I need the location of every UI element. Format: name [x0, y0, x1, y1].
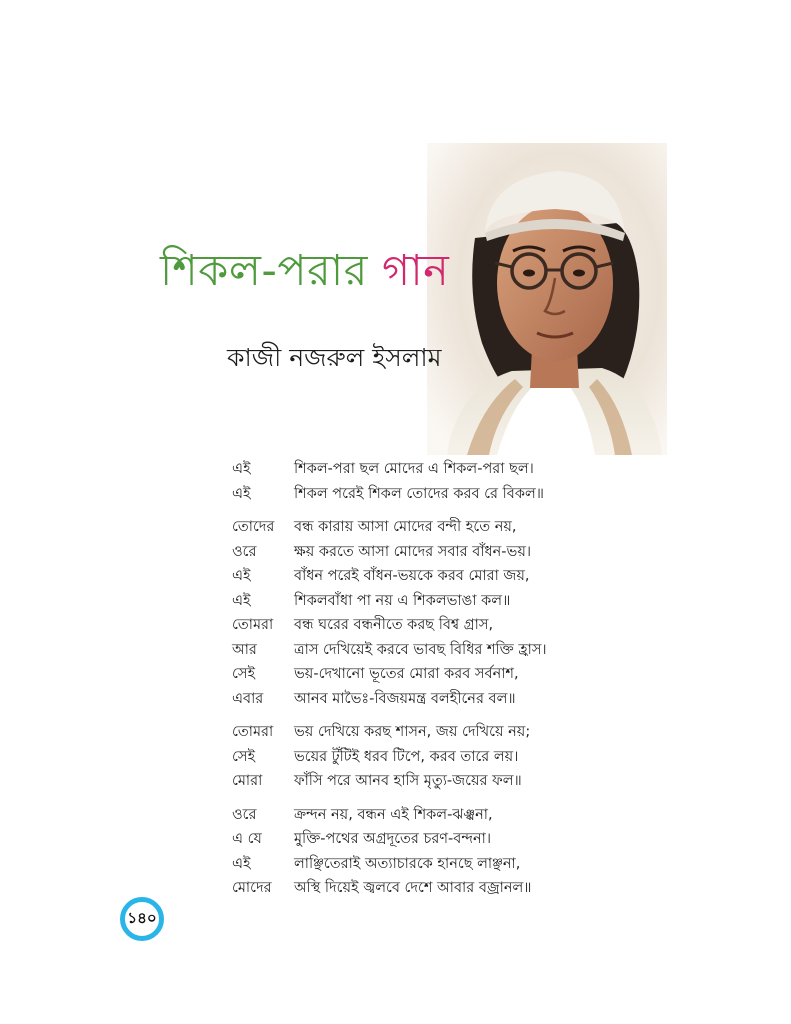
poem-line-text: মুক্তি-পথের অগ্রদূতের চরণ-বন্দনা।: [294, 831, 492, 847]
poet-portrait: [427, 143, 667, 455]
poem-title: [160, 246, 450, 296]
poem-line-lead: ওরে: [232, 806, 257, 823]
page-number: [120, 897, 164, 941]
poem-line-lead: এই: [232, 461, 251, 477]
poem-stanza: [232, 457, 652, 506]
poem-line-lead: সেই: [232, 748, 256, 765]
poem-line-lead: সেই: [232, 666, 256, 682]
poem-line-lead: আর: [232, 641, 257, 658]
poem-line-lead: এবার: [232, 690, 264, 707]
poem-line: [232, 457, 652, 482]
poem-title-part1: শিকল-পরার: [160, 246, 383, 296]
poem-line: [232, 687, 652, 712]
poem-line: [232, 638, 652, 663]
poem-line-text: শিকল-পরা ছল মোদের এ শিকল-পরা ছল।: [294, 461, 534, 477]
poem-line: [232, 745, 652, 770]
poem-line: [232, 827, 652, 852]
poem-line: [232, 769, 652, 794]
poem-line-text: বন্ধ কারায় আসা মোদের বন্দী হতে নয়,: [294, 519, 517, 535]
poem-title-part2: গান: [382, 246, 450, 296]
poem-author: কাজী নজরুল ইসলাম: [227, 343, 442, 372]
page-number-text: ১৪০: [127, 908, 157, 927]
poem-line-text: লাঞ্ছিতেরাই অত্যাচারকে হানছে লাঞ্ছনা,: [294, 855, 521, 872]
poem-line-text: বাঁধন পরেই বাঁধন-ভয়কে করব মোরা জয়,: [294, 568, 530, 584]
poem-line-lead: মোদের: [232, 880, 272, 896]
poem-line-text: ভয় দেখিয়ে করছ শাসন, জয় দেখিয়ে নয়;: [294, 724, 531, 740]
poem-line-lead: এই: [232, 568, 251, 584]
poem-line: [232, 720, 652, 745]
poem-line: [232, 613, 652, 638]
poem-line: [232, 482, 652, 507]
poem-line: [232, 876, 652, 901]
poem-line-lead: তোদের: [232, 519, 275, 535]
poem-line-lead: এ যে: [232, 831, 262, 847]
poem-stanza: [232, 515, 652, 711]
poem-line-text: আনব মাভৈঃ-বিজয়মন্ত্র বলহীনের বল॥: [294, 690, 516, 707]
poem-line: [232, 515, 652, 540]
poem-line-text: শিকলবাঁধা পা নয় এ শিকলভাঙা কল॥: [294, 592, 511, 609]
poem-stanza: [232, 803, 652, 901]
poem-line-lead: এই: [232, 592, 251, 609]
poem-line: [232, 564, 652, 589]
poem-line-text: শিকল পরেই শিকল তোদের করব রে বিকল॥: [294, 485, 544, 502]
poem-line-text: বন্ধ ঘরের বন্ধনীতে করছ বিশ্ব গ্রাস,: [294, 617, 494, 633]
poem-line-lead: মোরা: [232, 773, 263, 789]
poem-body: [232, 457, 652, 910]
poem-line: [232, 589, 652, 614]
poem-line: [232, 852, 652, 877]
poem-line: [232, 803, 652, 828]
poem-line-text: অস্থি দিয়েই জ্বলবে দেশে আবার বজ্রানল॥: [294, 880, 532, 896]
poem-line-lead: ওরে: [232, 543, 257, 560]
poem-line-lead: এই: [232, 855, 251, 872]
poem-line-text: ভয়-দেখানো ভূতের মোরা করব সর্বনাশ,: [294, 666, 519, 682]
poem-line-text: ভয়ের টুঁটিই ধরব টিপে, করব তারে লয়।: [294, 748, 519, 765]
poem-line: [232, 540, 652, 565]
poem-line-text: ত্রাস দেখিয়েই করবে ভাবছ বিধির শক্তি হ্রাস।: [294, 641, 547, 658]
poem-stanza: [232, 720, 652, 794]
poem-line-lead: তোমরা: [232, 617, 274, 633]
poem-line: [232, 662, 652, 687]
poem-line-text: ফাঁসি পরে আনব হাসি মৃত্যু-জয়ের ফল॥: [294, 773, 522, 789]
poem-line-text: ক্ষয় করতে আসা মোদের সবার বাঁধন-ভয়।: [294, 543, 532, 560]
poem-line-lead: এই: [232, 485, 251, 502]
poem-line-text: ক্রন্দন নয়, বন্ধন এই শিকল-ঝঞ্ঝনা,: [294, 806, 493, 823]
poem-line-lead: তোমরা: [232, 724, 274, 740]
